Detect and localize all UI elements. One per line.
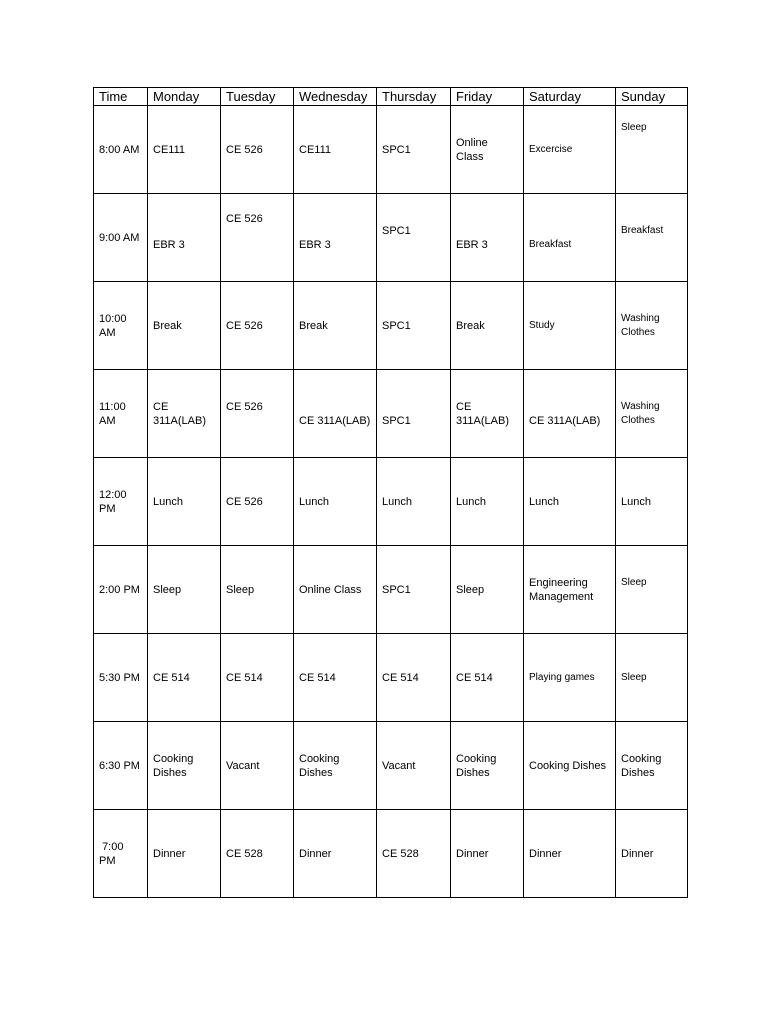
schedule-cell: Dinner	[616, 810, 688, 898]
schedule-cell: Sleep	[148, 546, 221, 634]
schedule-cell: Dinner	[524, 810, 616, 898]
schedule-cell: Lunch	[148, 458, 221, 546]
schedule-cell: Cooking Dishes	[616, 722, 688, 810]
schedule-cell: Sleep	[616, 634, 688, 722]
schedule-cell: CE 311A(LAB)	[451, 370, 524, 458]
schedule-cell: SPC1	[377, 546, 451, 634]
schedule-cell: SPC1	[377, 282, 451, 370]
schedule-cell: CE 528	[221, 810, 294, 898]
schedule-cell: Washing Clothes	[616, 282, 688, 370]
schedule-cell: SPC1	[377, 194, 451, 282]
schedule-cell: Online Class	[294, 546, 377, 634]
schedule-cell: CE 526	[221, 370, 294, 458]
schedule-cell: Excercise	[524, 106, 616, 194]
schedule-cell: EBR 3	[148, 194, 221, 282]
schedule-cell: Sleep	[451, 546, 524, 634]
time-cell: 12:00 PM	[94, 458, 148, 546]
table-row	[94, 194, 688, 282]
time-cell: 11:00 AM	[94, 370, 148, 458]
schedule-cell: CE 514	[294, 634, 377, 722]
schedule-cell: Breakfast	[616, 194, 688, 282]
table-row	[94, 722, 688, 810]
table-row	[94, 634, 688, 722]
schedule-cell: SPC1	[377, 106, 451, 194]
schedule-cell: Dinner	[148, 810, 221, 898]
schedule-cell: Lunch	[524, 458, 616, 546]
schedule-cell: Cooking Dishes	[294, 722, 377, 810]
schedule-cell: EBR 3	[294, 194, 377, 282]
schedule-cell: CE 528	[377, 810, 451, 898]
schedule-cell: EBR 3	[451, 194, 524, 282]
schedule-cell: Lunch	[451, 458, 524, 546]
schedule-cell: Cooking Dishes	[524, 722, 616, 810]
schedule-cell: Dinner	[451, 810, 524, 898]
table-row	[94, 106, 688, 194]
header-thursday: Thursday	[377, 88, 451, 106]
schedule-cell: Cooking Dishes	[451, 722, 524, 810]
schedule-cell: Sleep	[616, 546, 688, 634]
header-time: Time	[94, 88, 148, 106]
schedule-cell: CE 311A(LAB)	[524, 370, 616, 458]
schedule-cell: Breakfast	[524, 194, 616, 282]
schedule-cell: Break	[451, 282, 524, 370]
schedule-cell: Vacant	[377, 722, 451, 810]
schedule-cell: CE111	[294, 106, 377, 194]
table-row	[94, 546, 688, 634]
header-wednesday: Wednesday	[294, 88, 377, 106]
schedule-cell: Online Class	[451, 106, 524, 194]
schedule-cell: Break	[148, 282, 221, 370]
schedule-cell: CE 514	[221, 634, 294, 722]
table-row	[94, 282, 688, 370]
schedule-cell: Washing Clothes	[616, 370, 688, 458]
schedule-cell: CE 526	[221, 106, 294, 194]
header-friday: Friday	[451, 88, 524, 106]
schedule-cell: Lunch	[294, 458, 377, 546]
weekly-schedule-table	[93, 87, 688, 898]
schedule-cell: Sleep	[616, 106, 688, 194]
header-row	[94, 88, 688, 106]
table-row	[94, 370, 688, 458]
header-sunday: Sunday	[616, 88, 688, 106]
schedule-cell: CE 526	[221, 194, 294, 282]
time-cell: 8:00 AM	[94, 106, 148, 194]
schedule-cell: CE 311A(LAB)	[294, 370, 377, 458]
time-cell: 10:00 AM	[94, 282, 148, 370]
schedule-cell: CE 514	[148, 634, 221, 722]
schedule-cell: Dinner	[294, 810, 377, 898]
schedule-cell: Cooking Dishes	[148, 722, 221, 810]
schedule-cell: Study	[524, 282, 616, 370]
time-cell: 9:00 AM	[94, 194, 148, 282]
schedule-cell: Engineering Management	[524, 546, 616, 634]
schedule-cell: CE 514	[451, 634, 524, 722]
schedule-cell: Vacant	[221, 722, 294, 810]
header-monday: Monday	[148, 88, 221, 106]
schedule-cell: CE 311A(LAB)	[148, 370, 221, 458]
schedule-cell: Lunch	[616, 458, 688, 546]
schedule-cell: CE 514	[377, 634, 451, 722]
schedule-cell: CE 526	[221, 282, 294, 370]
table-row	[94, 458, 688, 546]
time-cell: 5:30 PM	[94, 634, 148, 722]
table-row	[94, 810, 688, 898]
schedule-cell: Playing games	[524, 634, 616, 722]
schedule-cell: CE111	[148, 106, 221, 194]
schedule-cell: SPC1	[377, 370, 451, 458]
time-cell: 2:00 PM	[94, 546, 148, 634]
time-cell: 7:00 PM	[94, 810, 148, 898]
schedule-cell: Lunch	[377, 458, 451, 546]
schedule-cell: Sleep	[221, 546, 294, 634]
schedule-cell: CE 526	[221, 458, 294, 546]
schedule-cell: Break	[294, 282, 377, 370]
time-cell: 6:30 PM	[94, 722, 148, 810]
header-tuesday: Tuesday	[221, 88, 294, 106]
header-saturday: Saturday	[524, 88, 616, 106]
